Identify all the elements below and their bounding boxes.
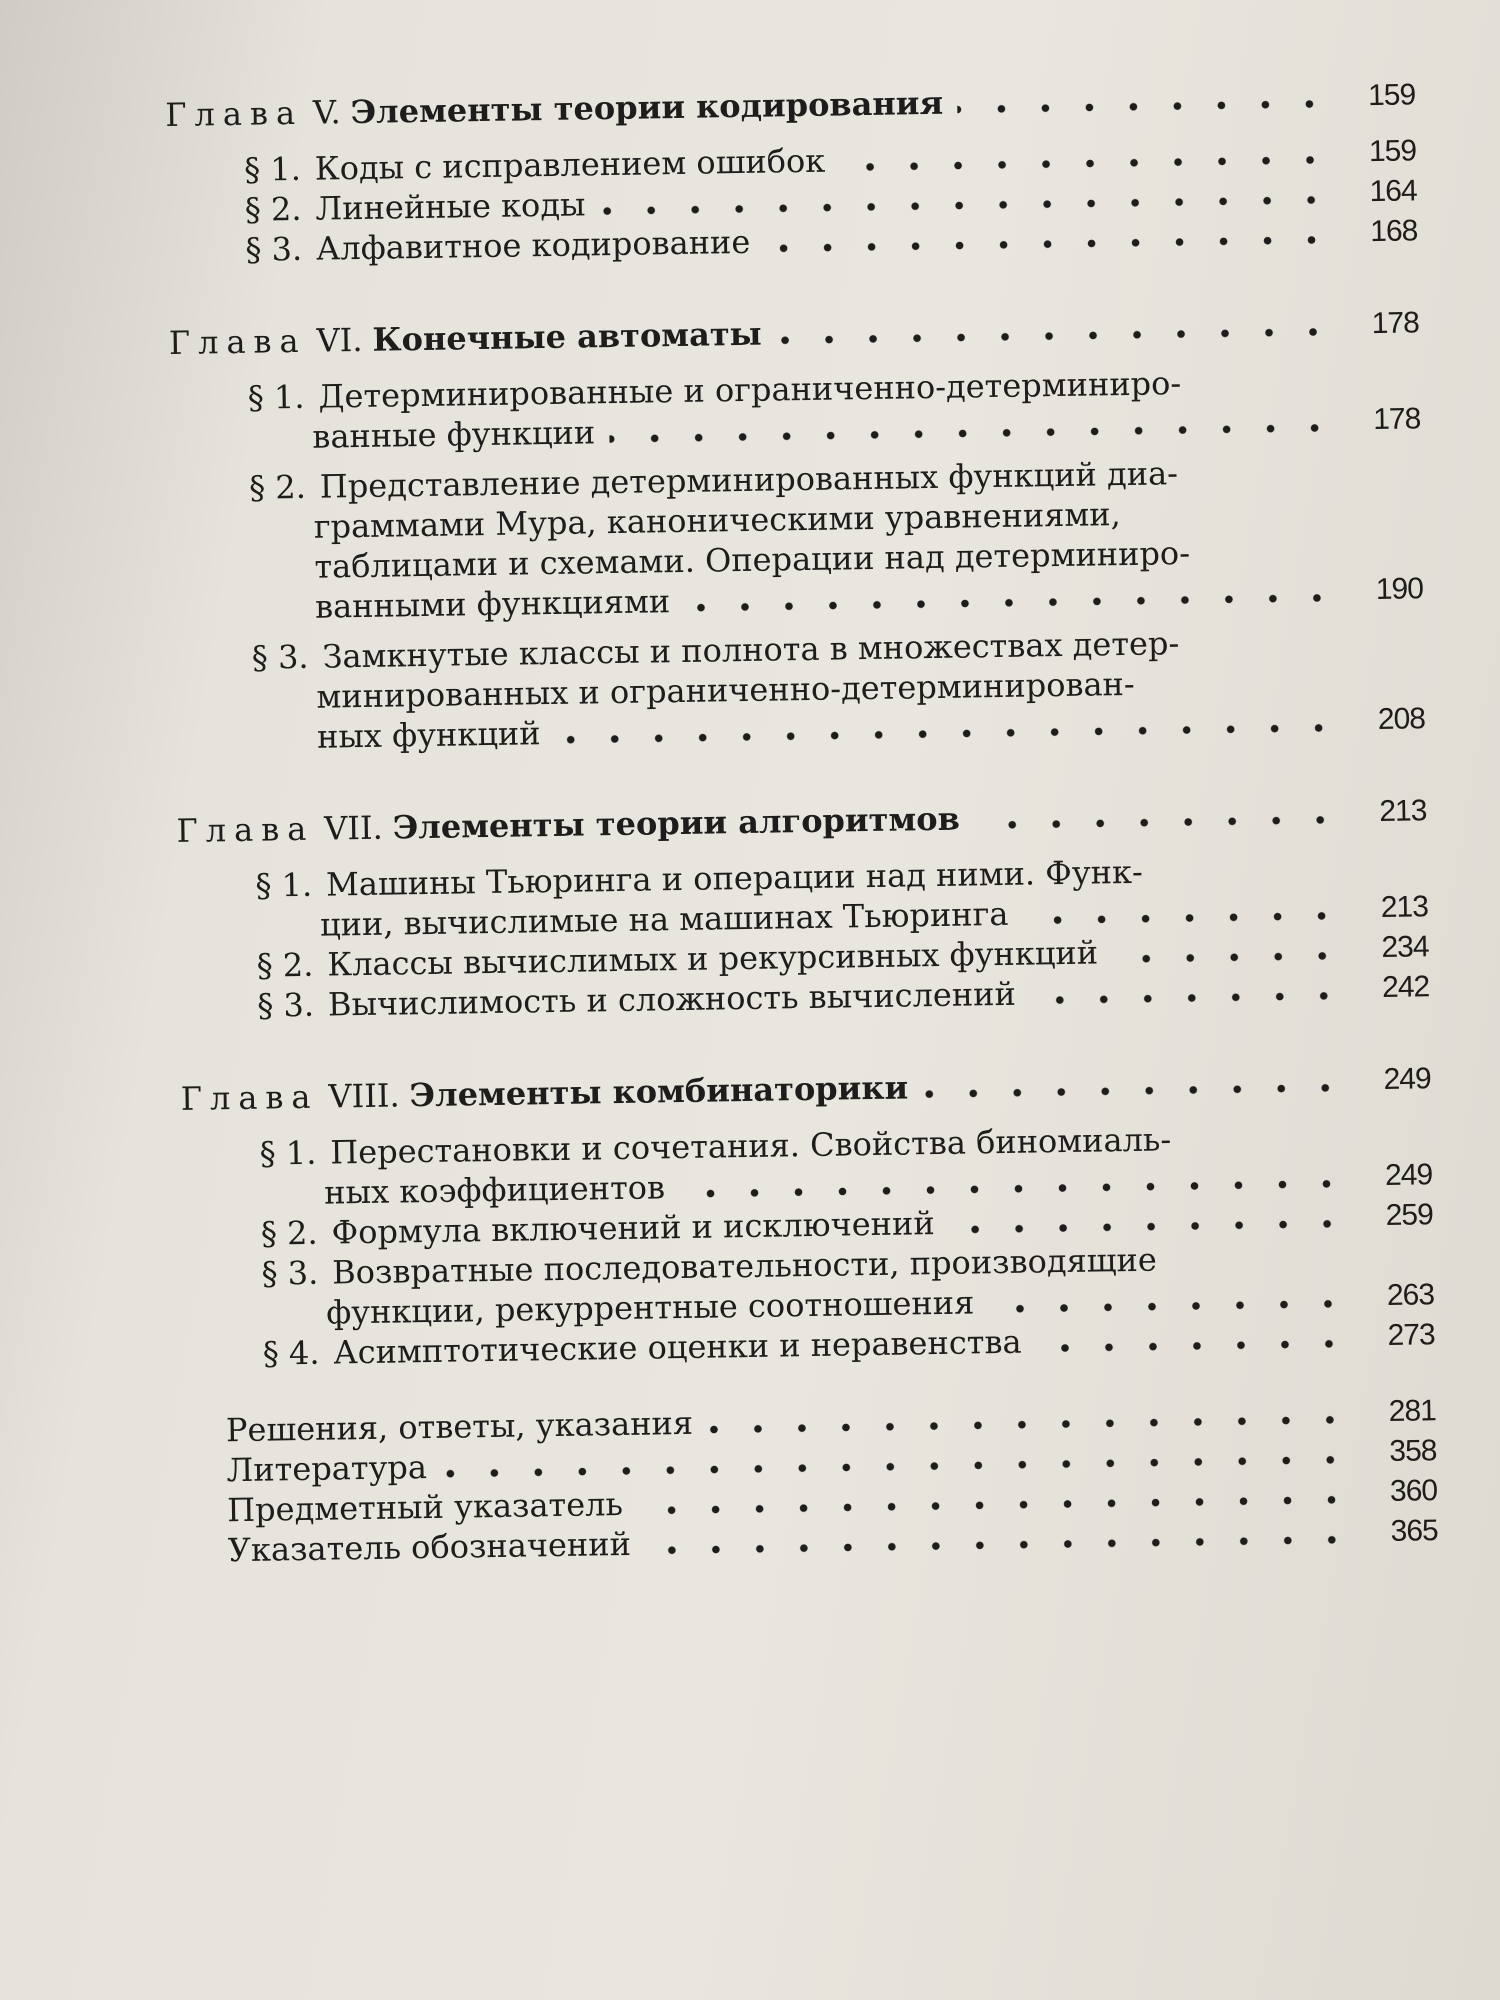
section-title-line: ванные функции (312, 413, 596, 456)
dot-leader (555, 723, 1342, 745)
dot-leader (1112, 951, 1345, 965)
section-title: Линейные коды (315, 185, 586, 228)
page-number: 360 (1389, 1474, 1438, 1508)
backmatter-title: Указатель обозначений (227, 1524, 632, 1570)
page-number: 190 (1375, 572, 1424, 607)
section-number: § 3. (261, 1253, 319, 1293)
toc-chapter-5[interactable] (165, 75, 1415, 135)
toc-chapter-7[interactable] (176, 791, 1426, 851)
table-of-contents (165, 75, 1438, 1570)
dot-leader (974, 815, 1343, 831)
dot-leader (957, 99, 1331, 115)
section-title-line: Детерминированные и ограниченно-детерминиро- (318, 364, 1182, 416)
page-number: 213 (1380, 890, 1429, 925)
section-title: Классы вычислимых и рекурсивных функций (327, 933, 1099, 984)
section-title-line: Машины Тьюринга и операции над ними. Функ- (325, 852, 1144, 904)
dot-leader (679, 1179, 1348, 1200)
page-number: 281 (1388, 1394, 1437, 1428)
page-number: 242 (1381, 970, 1430, 1004)
section-title: Асимптотические оценки и неравенства (333, 1322, 1022, 1372)
section-title-line: Возвратные последовательности, производящие (331, 1240, 1158, 1292)
section-number: § 3. (257, 985, 315, 1025)
page-number: 178 (1372, 402, 1421, 437)
dot-leader (764, 235, 1333, 254)
page-number: 159 (1368, 134, 1417, 169)
dot-leader (949, 1219, 1349, 1235)
page-number: 249 (1383, 1062, 1431, 1096)
section-title-line: ных функций (316, 714, 541, 756)
section-title-line: граммами Мура, каноническими уравнениями, (313, 495, 1122, 546)
chapter-lead: Глава (165, 93, 304, 134)
chapter-title: Элементы комбинаторики (409, 1068, 909, 1115)
section-title-line: ных коэффициентов (323, 1168, 666, 1212)
section-title-line: ции, вычислимые на машинах Тьюринга (319, 894, 1009, 944)
dot-leader (1030, 991, 1346, 1006)
chapter-lead: Глава (168, 321, 307, 362)
section-number: § 2. (248, 467, 307, 507)
section-number: § 4. (262, 1333, 320, 1373)
section-number: § 1. (247, 377, 305, 417)
section-number: § 1. (243, 149, 302, 189)
section-title-line: минированных и ограниченно-детерминирован- (316, 664, 1135, 716)
page-number: 365 (1390, 1514, 1438, 1548)
dot-leader (637, 1495, 1353, 1516)
section-title-line: ванными функциями (314, 582, 671, 626)
toc-chapter-6[interactable] (169, 303, 1419, 363)
section-number: § 3. (245, 229, 303, 269)
dot-leader (988, 1299, 1350, 1315)
page-number: 263 (1386, 1278, 1435, 1312)
section-number: § 2. (244, 189, 302, 229)
chapter-title: Конечные автоматы (372, 314, 762, 359)
dot-leader (609, 423, 1336, 444)
dot-leader (839, 155, 1332, 173)
chapter-title: Элементы теории кодирования (350, 83, 944, 132)
section-title: Алфавитное кодирование (315, 222, 751, 268)
section-title-line: Представление детерминированных функций диа- (319, 454, 1179, 506)
backmatter-title: Решения, ответы, указания (225, 1403, 694, 1450)
dot-leader (707, 1415, 1352, 1435)
toc-chapter-8[interactable] (180, 1059, 1430, 1119)
section-title-line: Перестановки и сочетания. Свойства биномиаль- (330, 1120, 1172, 1172)
section-title: Вычислимость и сложность вычислений (327, 974, 1017, 1024)
dot-leader (599, 195, 1332, 217)
page-number: 273 (1387, 1318, 1435, 1352)
backmatter-title: Литература (226, 1448, 428, 1490)
chapter-lead: Глава (180, 1077, 319, 1118)
dot-leader (1022, 911, 1344, 926)
page-number: 213 (1379, 794, 1427, 829)
section-title-line: таблицами и схемами. Операции над детерминиро- (314, 533, 1191, 586)
section-title-line: функции, рекуррентные соотношения (325, 1283, 975, 1332)
page-number: 358 (1389, 1434, 1437, 1468)
section-number: § 2. (256, 945, 314, 985)
backmatter-title: Предметный указатель (226, 1484, 624, 1530)
section-title: Коды с исправлением ошибок (314, 141, 826, 188)
page-number: 249 (1384, 1158, 1433, 1192)
page-number: 164 (1369, 174, 1417, 209)
page-number: 259 (1385, 1198, 1434, 1232)
chapter-number: VI. (316, 320, 363, 360)
dot-leader (922, 1083, 1347, 1100)
section-number: § 2. (260, 1213, 318, 1253)
dot-leader (1036, 1339, 1351, 1354)
page-number: 168 (1369, 214, 1418, 249)
dot-leader (645, 1535, 1354, 1556)
section-title: Формула включений и исключений (331, 1204, 935, 1252)
page-number: 234 (1381, 930, 1429, 964)
dot-leader (684, 593, 1339, 613)
chapter-title: Элементы теории алгоритмов (392, 799, 961, 847)
chapter-number: V. (312, 93, 341, 132)
dot-leader (776, 327, 1335, 346)
section-title-line: Замкнутые классы и полнота в множествах детер- (322, 624, 1180, 676)
page-number: 208 (1377, 702, 1426, 737)
section-number: § 3. (251, 637, 309, 677)
chapter-number: VIII. (328, 1076, 400, 1116)
page-number: 178 (1371, 306, 1419, 341)
page-number: 159 (1367, 78, 1416, 113)
section-number: § 1. (255, 865, 313, 905)
chapter-lead: Глава (176, 809, 315, 850)
chapter-number: VII. (323, 808, 384, 848)
section-number: § 1. (259, 1133, 317, 1173)
